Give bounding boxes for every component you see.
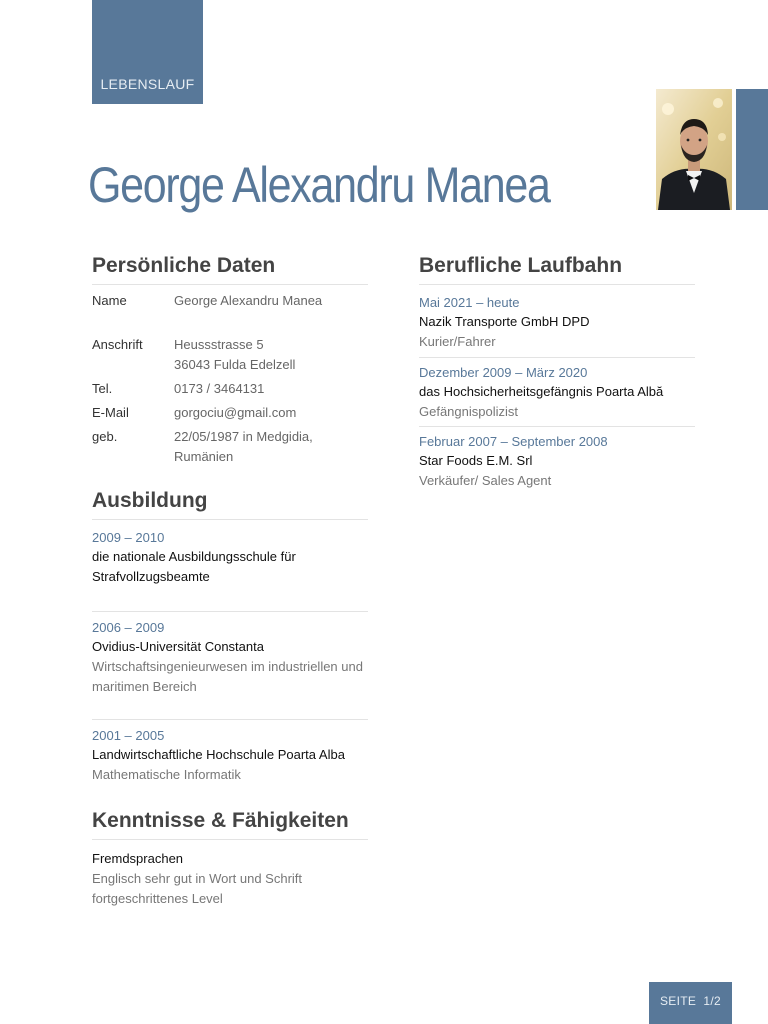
- career-entry: [419, 293, 695, 352]
- career-section: [419, 254, 695, 505]
- education-entry: [92, 726, 368, 785]
- personal-value: George Alexandru Manea: [174, 293, 323, 308]
- personal-label: Anschrift: [92, 337, 143, 352]
- education-heading: Ausbildung: [92, 489, 368, 520]
- skills-heading: Kenntnisse & Fähigkeiten: [92, 809, 368, 840]
- entry-divider: [419, 426, 695, 427]
- birth-country: Rumänien: [174, 449, 234, 464]
- personal-value: gorgociu@gmail.com: [174, 405, 297, 420]
- personal-label: Tel.: [92, 381, 113, 396]
- education-institution: die nationale Ausbildungsschule für: [92, 549, 296, 564]
- career-employer: das Hochsicherheitsgefängnis Poarta Albă: [419, 384, 664, 399]
- skills-category: Fremdsprachen: [92, 851, 184, 866]
- entry-divider: [92, 719, 368, 720]
- education-field: Wirtschaftsingenieurwesen im industriellen und: [92, 659, 363, 674]
- education-field-cont: maritimen Bereich: [92, 679, 197, 694]
- career-role: Verkäufer/ Sales Agent: [419, 473, 552, 488]
- education-entry: [92, 528, 368, 587]
- career-entry: [419, 432, 695, 491]
- skills-section: [92, 809, 368, 909]
- education-institution: Ovidius-Universität Constanta: [92, 639, 264, 654]
- career-employer: Nazik Transporte GmbH DPD: [419, 314, 590, 329]
- accent-bar: [736, 89, 768, 210]
- entry-divider: [419, 357, 695, 358]
- address-street: Heussstrasse 5: [174, 337, 264, 352]
- career-heading: Berufliche Laufbahn: [419, 254, 695, 285]
- education-period: 2001 – 2005: [92, 728, 165, 743]
- career-entry: [419, 363, 695, 422]
- career-period: Dezember 2009 – März 2020: [419, 365, 588, 380]
- skills-level: fortgeschrittenes Level: [92, 891, 223, 906]
- education-field: Mathematische Informatik: [92, 767, 241, 782]
- education-period: 2006 – 2009: [92, 620, 165, 635]
- profile-photo-image: [656, 89, 732, 210]
- personal-value: 0173 / 3464131: [174, 381, 265, 396]
- personal-label: geb.: [92, 429, 118, 444]
- education-entry: [92, 618, 368, 697]
- education-section: [92, 489, 368, 820]
- page-indicator: [649, 982, 732, 1024]
- education-institution-cont: Strafvollzugsbeamte: [92, 569, 210, 584]
- page-number-label: SEITE 1/2: [659, 994, 722, 1008]
- entry-divider: [92, 611, 368, 612]
- document-type-label: LEBENSLAUF: [100, 76, 195, 92]
- applicant-name: George Alexandru Manea: [88, 157, 550, 213]
- education-period: 2009 – 2010: [92, 530, 165, 545]
- career-employer: Star Foods E.M. Srl: [419, 453, 533, 468]
- education-institution: Landwirtschaftliche Hochschule Poarta Alba: [92, 747, 345, 762]
- personal-value: [174, 335, 374, 375]
- document-type-tab: [92, 0, 203, 104]
- career-role: Kurier/Fahrer: [419, 334, 496, 349]
- personal-data-heading: Persönliche Daten: [92, 254, 368, 285]
- personal-value: [174, 427, 374, 467]
- personal-data-section: [92, 254, 368, 475]
- career-role: Gefängnispolizist: [419, 404, 518, 419]
- personal-label: E-Mail: [92, 405, 129, 420]
- address-city: 36043 Fulda Edelzell: [174, 357, 296, 372]
- profile-photo: [656, 89, 732, 210]
- career-period: Mai 2021 – heute: [419, 295, 520, 310]
- personal-label: Name: [92, 293, 127, 308]
- skills-detail: Englisch sehr gut in Wort und Schrift: [92, 871, 303, 886]
- career-period: Februar 2007 – September 2008: [419, 434, 608, 449]
- birth-date-place: 22/05/1987 in Medgidia,: [174, 429, 313, 444]
